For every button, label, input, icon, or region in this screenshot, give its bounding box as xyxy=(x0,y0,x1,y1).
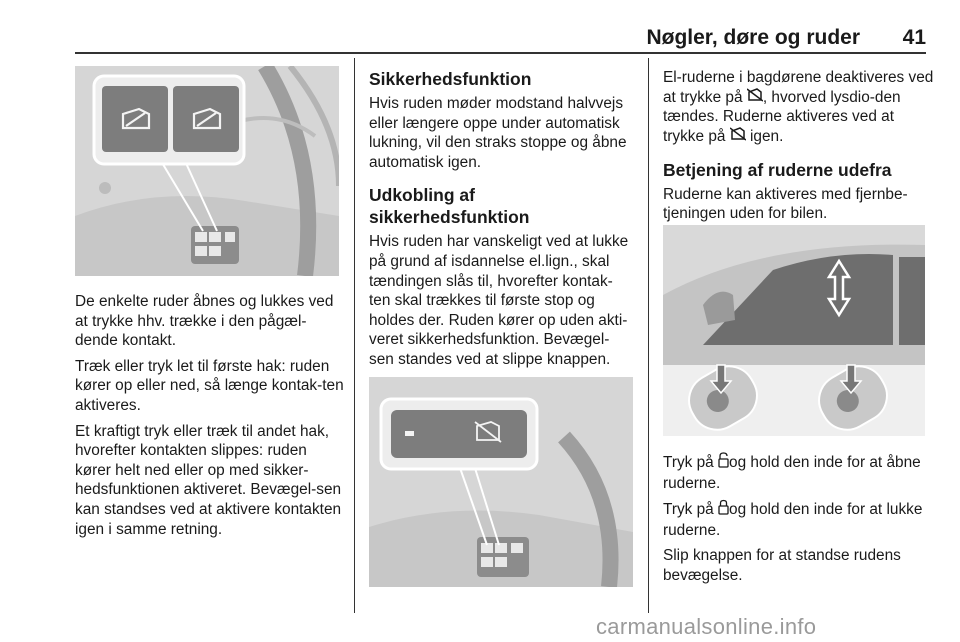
text-fragment: og hold den inde for at lukke ruderne. xyxy=(663,501,923,539)
lock-icon xyxy=(718,499,729,521)
paragraph: De enkelte ruder åbnes og lukkes ved at trykke hhv. trække i den pågæl-dende kontakt. xyxy=(75,293,334,350)
figure-child-lock-switch xyxy=(369,377,633,587)
paragraph-close xyxy=(663,499,941,540)
column-divider-1 xyxy=(354,58,355,613)
paragraph: Hvis ruden har vanskeligt ved at lukke på grund af isdannelse el.lign., skal tændingen slås til, hvorefter kontak-ten skal trækkes til første stop og holdes der. Ruden kører op uden akti-veret sikkerhedsfunktion. Bevægel-sen standes ved at slippe knappen. xyxy=(369,233,629,368)
page-header xyxy=(640,22,926,50)
text-fragment: El-ruderne i bagdørene deaktiveres ved at trykke på xyxy=(663,69,934,106)
paragraph: Ruderne kan aktiveres med fjernbe-tjeningen uden for bilen. xyxy=(663,185,908,223)
page-number: 41 xyxy=(902,26,926,49)
column-2-text xyxy=(369,68,633,408)
paragraph: Et kraftigt tryk eller træk til andet hak, hvorefter kontakten slippes: ruden kører helt ned eller op med sikker-hedsfunktionen aktiveret. Bevægel-sen kan standses ved at aktivere kontakten igen i samme retning. xyxy=(75,422,342,538)
text-fragment: Tryk på xyxy=(663,453,714,471)
unlock-icon xyxy=(718,452,729,474)
paragraph: Træk eller tryk let til første hak: ruden kører op eller ned, så længe kontak-ten aktiveres. xyxy=(75,357,344,414)
heading-betjening: Betjening af ruderne udefra xyxy=(663,159,892,180)
page-title: Nøgler, døre og ruder xyxy=(646,26,860,49)
watermark: carmanualsonline.info xyxy=(596,614,817,639)
window-lock-icon xyxy=(747,88,763,108)
text-fragment: igen. xyxy=(750,127,784,145)
header-rule-right xyxy=(640,52,926,54)
paragraph-open xyxy=(663,452,941,493)
header-rule-left xyxy=(75,52,645,54)
text-fragment: Tryk på xyxy=(663,501,714,519)
text-fragment: , hvorved lysdio-den tændes. Ruderne aktiveres ved at trykke på xyxy=(663,88,901,145)
paragraph: Hvis ruden møder modstand halvvejs eller længere oppe under automatisk lukning, vil den straks stoppe og åbne automatisk igen. xyxy=(369,95,627,171)
window-lock-icon xyxy=(730,127,746,147)
heading-udkobling: Udkobling af sikkerhedsfunktion xyxy=(369,185,530,228)
paragraph: Slip knappen for at standse rudens bevægelse. xyxy=(663,547,901,584)
text-fragment: og hold den inde for at åbne ruderne. xyxy=(663,453,921,492)
figure-window-switches xyxy=(75,66,339,276)
paragraph-childlock xyxy=(663,68,938,147)
heading-sikkerhedsfunktion: Sikkerhedsfunktion xyxy=(369,69,532,89)
column-1-text xyxy=(75,292,345,545)
column-divider-2 xyxy=(648,58,649,613)
column-3-text-bottom xyxy=(663,452,941,592)
figure-remote-window-operation xyxy=(663,225,925,436)
column-3-text xyxy=(663,68,938,230)
